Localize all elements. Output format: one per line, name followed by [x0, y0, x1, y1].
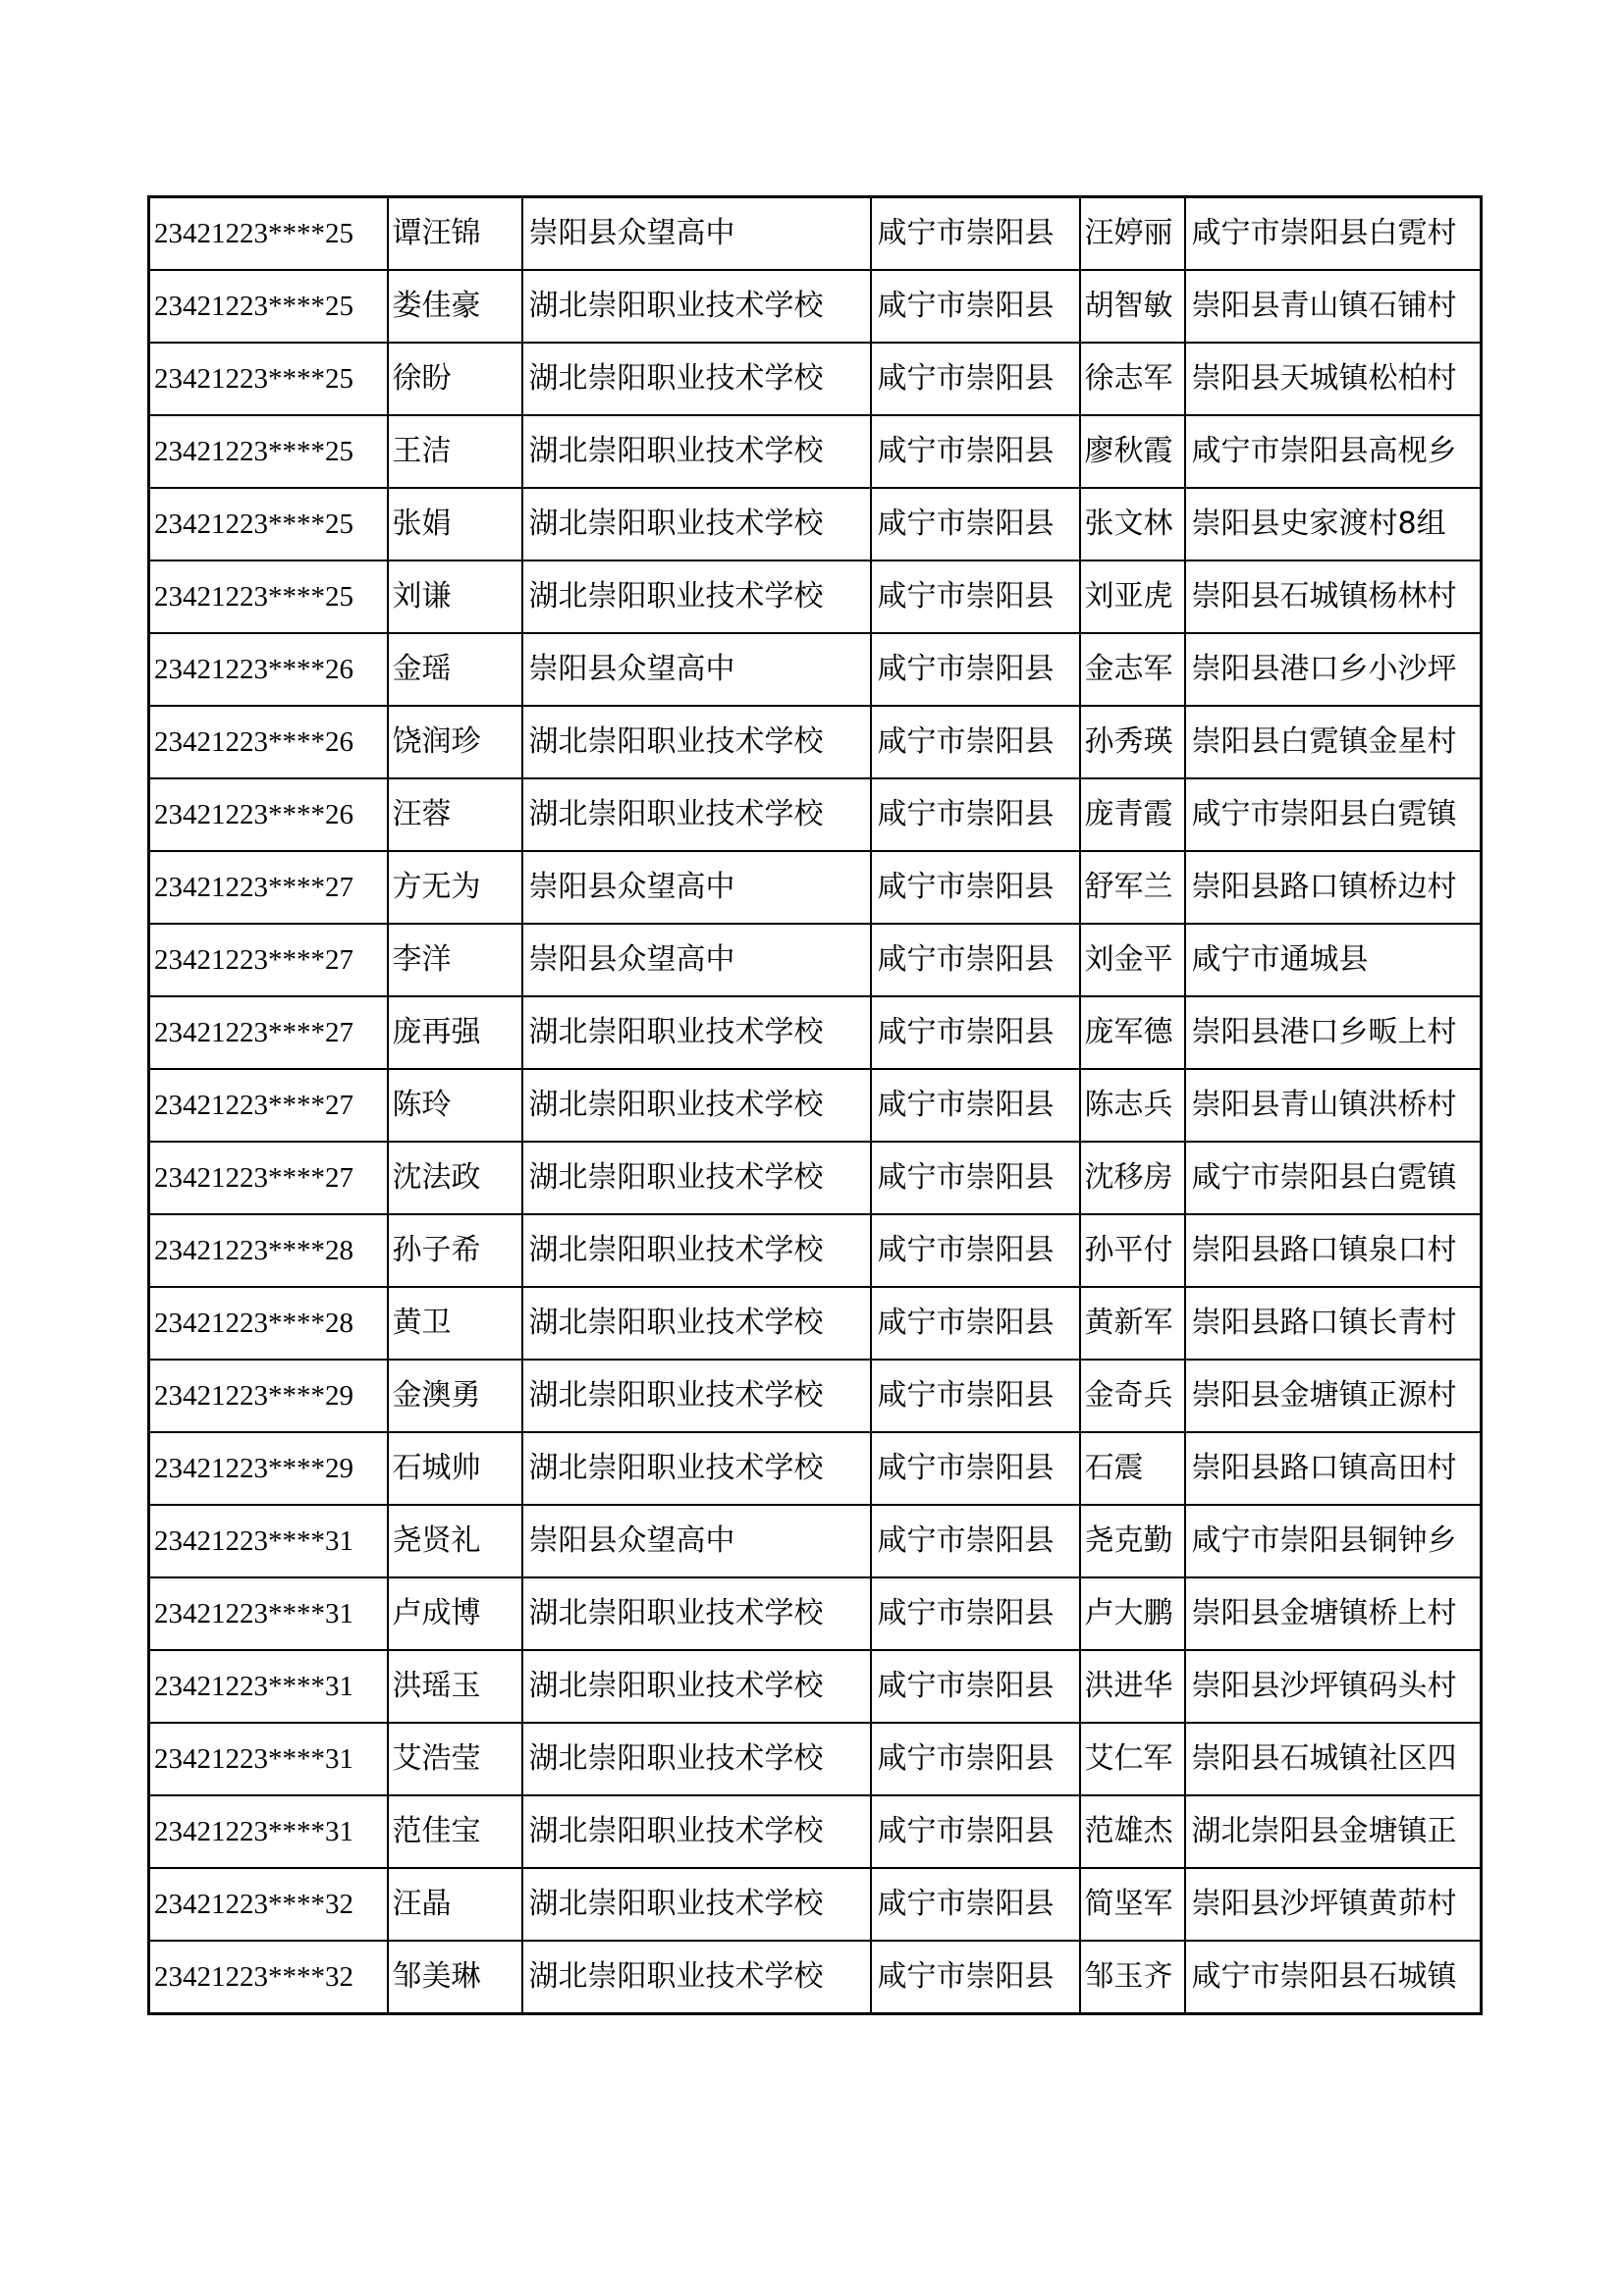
- student-name-cell: 黄卫: [388, 1287, 522, 1360]
- student-id-cell: 23421223****32: [149, 1868, 388, 1941]
- guardian-name-cell: 舒军兰: [1080, 851, 1185, 924]
- guardian-name-cell: 邹玉齐: [1080, 1941, 1185, 2014]
- student-id-cell: 23421223****31: [149, 1505, 388, 1577]
- guardian-name-cell: 孙平付: [1080, 1214, 1185, 1287]
- table-row: [149, 924, 1482, 996]
- student-name-cell: 邹美琳: [388, 1941, 522, 2014]
- student-name-cell: 娄佳豪: [388, 270, 522, 343]
- student-id-cell: 23421223****25: [149, 197, 388, 271]
- student-id-cell: 23421223****31: [149, 1577, 388, 1650]
- address-cell: 崇阳县石城镇社区四: [1185, 1723, 1482, 1795]
- address-cell: 崇阳县路口镇桥边村: [1185, 851, 1482, 924]
- guardian-name-cell: 刘亚虎: [1080, 561, 1185, 633]
- school-cell: 湖北崇阳职业技术学校: [522, 1360, 871, 1432]
- guardian-name-cell: 汪婷丽: [1080, 197, 1185, 271]
- guardian-name-cell: 庞青霞: [1080, 778, 1185, 851]
- school-cell: 湖北崇阳职业技术学校: [522, 343, 871, 415]
- school-cell: 湖北崇阳职业技术学校: [522, 996, 871, 1069]
- guardian-name-cell: 徐志军: [1080, 343, 1185, 415]
- school-cell: 湖北崇阳职业技术学校: [522, 1650, 871, 1723]
- student-name-cell: 石城帅: [388, 1432, 522, 1505]
- guardian-name-cell: 金奇兵: [1080, 1360, 1185, 1432]
- student-name-cell: 汪晶: [388, 1868, 522, 1941]
- student-id-cell: 23421223****25: [149, 343, 388, 415]
- address-cell: 崇阳县路口镇高田村: [1185, 1432, 1482, 1505]
- region-cell: 咸宁市崇阳县: [871, 1868, 1080, 1941]
- region-cell: 咸宁市崇阳县: [871, 561, 1080, 633]
- table-row: [149, 1723, 1482, 1795]
- student-id-cell: 23421223****26: [149, 778, 388, 851]
- table-row: [149, 1432, 1482, 1505]
- address-cell: 咸宁市通城县: [1185, 924, 1482, 996]
- student-id-cell: 23421223****25: [149, 488, 388, 561]
- student-name-cell: 艾浩莹: [388, 1723, 522, 1795]
- school-cell: 湖北崇阳职业技术学校: [522, 1142, 871, 1214]
- student-name-cell: 孙子希: [388, 1214, 522, 1287]
- student-name-cell: 王洁: [388, 415, 522, 488]
- student-name-cell: 徐盼: [388, 343, 522, 415]
- address-cell: 崇阳县路口镇长青村: [1185, 1287, 1482, 1360]
- school-cell: 湖北崇阳职业技术学校: [522, 1432, 871, 1505]
- student-id-cell: 23421223****32: [149, 1941, 388, 2014]
- region-cell: 咸宁市崇阳县: [871, 1795, 1080, 1868]
- guardian-name-cell: 金志军: [1080, 633, 1185, 706]
- region-cell: 咸宁市崇阳县: [871, 1723, 1080, 1795]
- guardian-name-cell: 廖秋霞: [1080, 415, 1185, 488]
- student-name-cell: 饶润珍: [388, 706, 522, 778]
- table-row: [149, 1795, 1482, 1868]
- student-id-cell: 23421223****25: [149, 415, 388, 488]
- region-cell: 咸宁市崇阳县: [871, 1941, 1080, 2014]
- region-cell: 咸宁市崇阳县: [871, 1142, 1080, 1214]
- table-row: [149, 343, 1482, 415]
- guardian-name-cell: 黄新军: [1080, 1287, 1185, 1360]
- student-name-cell: 金瑶: [388, 633, 522, 706]
- table-row: [149, 1142, 1482, 1214]
- region-cell: 咸宁市崇阳县: [871, 1505, 1080, 1577]
- school-cell: 湖北崇阳职业技术学校: [522, 1577, 871, 1650]
- address-cell: 咸宁市崇阳县白霓镇: [1185, 778, 1482, 851]
- table-row: [149, 851, 1482, 924]
- student-id-cell: 23421223****31: [149, 1723, 388, 1795]
- student-id-cell: 23421223****27: [149, 1069, 388, 1142]
- region-cell: 咸宁市崇阳县: [871, 488, 1080, 561]
- student-name-cell: 陈玲: [388, 1069, 522, 1142]
- student-name-cell: 李洋: [388, 924, 522, 996]
- address-cell: 崇阳县港口乡小沙坪: [1185, 633, 1482, 706]
- school-cell: 湖北崇阳职业技术学校: [522, 706, 871, 778]
- guardian-name-cell: 尧克勤: [1080, 1505, 1185, 1577]
- region-cell: 咸宁市崇阳县: [871, 1214, 1080, 1287]
- student-name-cell: 汪蓉: [388, 778, 522, 851]
- student-name-cell: 洪瑶玉: [388, 1650, 522, 1723]
- student-id-cell: 23421223****27: [149, 924, 388, 996]
- table-row: [149, 1287, 1482, 1360]
- school-cell: 湖北崇阳职业技术学校: [522, 561, 871, 633]
- guardian-name-cell: 洪进华: [1080, 1650, 1185, 1723]
- guardian-name-cell: 庞军德: [1080, 996, 1185, 1069]
- school-cell: 崇阳县众望高中: [522, 1505, 871, 1577]
- table-row: [149, 633, 1482, 706]
- school-cell: 崇阳县众望高中: [522, 924, 871, 996]
- student-id-cell: 23421223****27: [149, 996, 388, 1069]
- region-cell: 咸宁市崇阳县: [871, 1432, 1080, 1505]
- table-row: [149, 270, 1482, 343]
- school-cell: 湖北崇阳职业技术学校: [522, 1868, 871, 1941]
- guardian-name-cell: 陈志兵: [1080, 1069, 1185, 1142]
- student-id-cell: 23421223****25: [149, 561, 388, 633]
- address-cell: 崇阳县史家渡村8组: [1185, 488, 1482, 561]
- school-cell: 湖北崇阳职业技术学校: [522, 1069, 871, 1142]
- table-row: [149, 488, 1482, 561]
- student-id-cell: 23421223****31: [149, 1795, 388, 1868]
- table-row: [149, 996, 1482, 1069]
- student-name-cell: 沈法政: [388, 1142, 522, 1214]
- student-name-cell: 金澳勇: [388, 1360, 522, 1432]
- guardian-name-cell: 刘金平: [1080, 924, 1185, 996]
- student-name-cell: 张娟: [388, 488, 522, 561]
- table-row: [149, 1069, 1482, 1142]
- address-cell: 崇阳县青山镇石铺村: [1185, 270, 1482, 343]
- address-cell: 咸宁市崇阳县石城镇: [1185, 1941, 1482, 2014]
- student-id-cell: 23421223****25: [149, 270, 388, 343]
- table-row: [149, 561, 1482, 633]
- table-row: [149, 1868, 1482, 1941]
- region-cell: 咸宁市崇阳县: [871, 1069, 1080, 1142]
- guardian-name-cell: 沈移房: [1080, 1142, 1185, 1214]
- school-cell: 崇阳县众望高中: [522, 851, 871, 924]
- region-cell: 咸宁市崇阳县: [871, 924, 1080, 996]
- table-row: [149, 415, 1482, 488]
- student-id-cell: 23421223****26: [149, 633, 388, 706]
- guardian-name-cell: 简坚军: [1080, 1868, 1185, 1941]
- student-name-cell: 范佳宝: [388, 1795, 522, 1868]
- school-cell: 湖北崇阳职业技术学校: [522, 415, 871, 488]
- guardian-name-cell: 石震: [1080, 1432, 1185, 1505]
- region-cell: 咸宁市崇阳县: [871, 1287, 1080, 1360]
- address-cell: 湖北崇阳县金塘镇正: [1185, 1795, 1482, 1868]
- student-id-cell: 23421223****27: [149, 1142, 388, 1214]
- address-cell: 崇阳县沙坪镇码头村: [1185, 1650, 1482, 1723]
- address-cell: 崇阳县石城镇杨林村: [1185, 561, 1482, 633]
- address-cell: 崇阳县沙坪镇黄茆村: [1185, 1868, 1482, 1941]
- guardian-name-cell: 张文林: [1080, 488, 1185, 561]
- table-row: [149, 1214, 1482, 1287]
- region-cell: 咸宁市崇阳县: [871, 778, 1080, 851]
- school-cell: 湖北崇阳职业技术学校: [522, 1287, 871, 1360]
- address-cell: 咸宁市崇阳县白霓镇: [1185, 1142, 1482, 1214]
- region-cell: 咸宁市崇阳县: [871, 851, 1080, 924]
- table-row: [149, 1941, 1482, 2014]
- region-cell: 咸宁市崇阳县: [871, 343, 1080, 415]
- region-cell: 咸宁市崇阳县: [871, 415, 1080, 488]
- region-cell: 咸宁市崇阳县: [871, 1360, 1080, 1432]
- address-cell: 崇阳县天城镇松柏村: [1185, 343, 1482, 415]
- school-cell: 崇阳县众望高中: [522, 197, 871, 271]
- address-cell: 崇阳县路口镇泉口村: [1185, 1214, 1482, 1287]
- guardian-name-cell: 胡智敏: [1080, 270, 1185, 343]
- region-cell: 咸宁市崇阳县: [871, 1650, 1080, 1723]
- table-row: [149, 1577, 1482, 1650]
- student-name-cell: 刘谦: [388, 561, 522, 633]
- school-cell: 崇阳县众望高中: [522, 633, 871, 706]
- school-cell: 湖北崇阳职业技术学校: [522, 488, 871, 561]
- address-cell: 崇阳县青山镇洪桥村: [1185, 1069, 1482, 1142]
- student-id-cell: 23421223****29: [149, 1360, 388, 1432]
- address-cell: 崇阳县金塘镇桥上村: [1185, 1577, 1482, 1650]
- table-body: [149, 197, 1482, 2014]
- school-cell: 湖北崇阳职业技术学校: [522, 270, 871, 343]
- address-cell: 崇阳县港口乡畈上村: [1185, 996, 1482, 1069]
- guardian-name-cell: 艾仁军: [1080, 1723, 1185, 1795]
- table-row: [149, 1360, 1482, 1432]
- student-id-cell: 23421223****29: [149, 1432, 388, 1505]
- region-cell: 咸宁市崇阳县: [871, 706, 1080, 778]
- region-cell: 咸宁市崇阳县: [871, 1577, 1080, 1650]
- address-cell: 崇阳县金塘镇正源村: [1185, 1360, 1482, 1432]
- address-cell: 咸宁市崇阳县高枧乡: [1185, 415, 1482, 488]
- address-cell: 咸宁市崇阳县白霓村: [1185, 197, 1482, 271]
- table-row: [149, 1650, 1482, 1723]
- student-id-cell: 23421223****26: [149, 706, 388, 778]
- student-name-cell: 卢成博: [388, 1577, 522, 1650]
- student-id-cell: 23421223****28: [149, 1214, 388, 1287]
- table-row: [149, 197, 1482, 271]
- table-row: [149, 778, 1482, 851]
- table-row: [149, 706, 1482, 778]
- guardian-name-cell: 范雄杰: [1080, 1795, 1185, 1868]
- student-id-cell: 23421223****27: [149, 851, 388, 924]
- guardian-name-cell: 孙秀瑛: [1080, 706, 1185, 778]
- guardian-name-cell: 卢大鹏: [1080, 1577, 1185, 1650]
- address-cell: 崇阳县白霓镇金星村: [1185, 706, 1482, 778]
- student-id-cell: 23421223****31: [149, 1650, 388, 1723]
- school-cell: 湖北崇阳职业技术学校: [522, 1941, 871, 2014]
- table-row: [149, 1505, 1482, 1577]
- region-cell: 咸宁市崇阳县: [871, 996, 1080, 1069]
- region-cell: 咸宁市崇阳县: [871, 633, 1080, 706]
- address-cell: 咸宁市崇阳县铜钟乡: [1185, 1505, 1482, 1577]
- school-cell: 湖北崇阳职业技术学校: [522, 1795, 871, 1868]
- school-cell: 湖北崇阳职业技术学校: [522, 1214, 871, 1287]
- student-id-cell: 23421223****28: [149, 1287, 388, 1360]
- student-name-cell: 谭汪锦: [388, 197, 522, 271]
- school-cell: 湖北崇阳职业技术学校: [522, 1723, 871, 1795]
- school-cell: 湖北崇阳职业技术学校: [522, 778, 871, 851]
- student-record-table: [147, 195, 1483, 2015]
- student-name-cell: 尧贤礼: [388, 1505, 522, 1577]
- region-cell: 咸宁市崇阳县: [871, 197, 1080, 271]
- region-cell: 咸宁市崇阳县: [871, 270, 1080, 343]
- student-name-cell: 方无为: [388, 851, 522, 924]
- student-name-cell: 庞再强: [388, 996, 522, 1069]
